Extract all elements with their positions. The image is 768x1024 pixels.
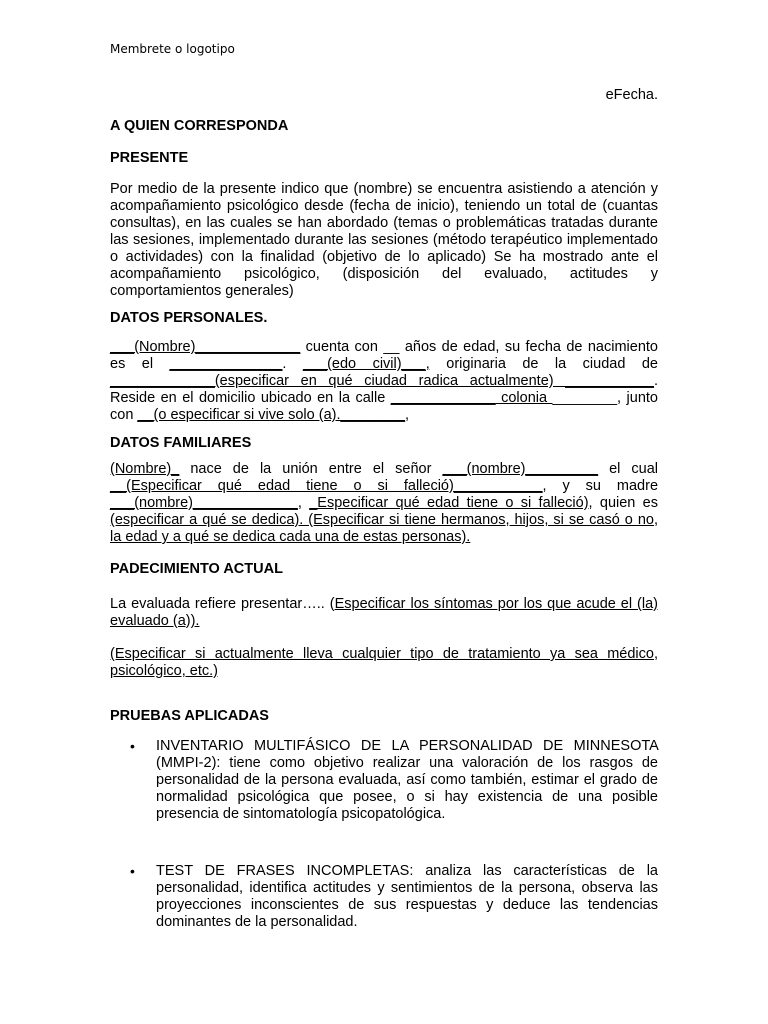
nombre-blank: ___(Nombre)_____________: [110, 339, 301, 355]
letterhead: Membrete o logotipo: [110, 42, 235, 56]
presente-heading: PRESENTE: [110, 150, 189, 166]
ciudad-blank: _____________(especificar en qué ciudad radica actualmente) ___________: [110, 373, 654, 389]
text-run: ________, junto con: [110, 390, 658, 423]
padre-nombre-blank: ___(nombre)_________: [442, 461, 599, 477]
datos-familiares-heading: DATOS FAMILIARES: [110, 435, 252, 451]
tratamiento-paragraph: (Especificar si actualmente lleva cualquier tipo de tratamiento ya sea médico, psicológico, etc.): [110, 646, 658, 679]
nombre-familiar-blank: (Nombre)_: [110, 461, 180, 477]
datos-personales-paragraph: [110, 339, 658, 424]
date: eFecha.: [605, 87, 658, 103]
text-run: nace de la unión entre el señor: [179, 461, 443, 477]
salutation: A QUIEN CORRESPONDA: [110, 118, 289, 134]
bullet-icon: •: [130, 863, 135, 879]
bullet-icon: •: [130, 738, 135, 754]
intro-paragraph: Por medio de la presente indico que (nombre) se encuentra asistiendo a atención y acompañamiento psicológico desde (fecha de inicio), teniendo un total de (cuantas consultas), en las cuales se han abordado (temas o problemáticas tratadas durante las sesiones, implementado durante las sesiones (método terapéutico implementado o actividades) con la finalidad (objetivo de lo aplicado) Se ha mostrado ante el acompañamiento psicológico, (disposición del evaluado, actitudes y comportamientos generales): [110, 181, 658, 299]
text-run: .: [282, 356, 303, 372]
list-item-title: INVENTARIO MULTIFÁSICO DE LA PERSONALIDAD DE MINNESOTA: [156, 738, 658, 754]
list-item-description: analiza las características de la personalidad, identifica actitudes y sentimientos de la persona, observa las proyecciones inconscientes de sus respuestas y deduce las tendencias dominantes de la personalidad.: [156, 863, 658, 930]
text-run: , y su madre: [542, 478, 659, 494]
edo-civil-blank: ___(edo civil)___,: [302, 356, 430, 372]
text-run: el cual: [598, 461, 659, 477]
sintomas-blank: Especificar los síntomas por los que acude el (la) evaluado (a)).: [110, 596, 659, 629]
madre-nombre-blank: ___(nombre)_____________: [110, 495, 298, 511]
datos-familiares-paragraph: [110, 461, 658, 546]
datos-personales-heading: DATOS PERSONALES.: [110, 310, 268, 326]
calle-blank: _____________: [390, 390, 496, 406]
list-item-text: [156, 738, 658, 823]
fecha-nacimiento-blank: ______________: [169, 356, 283, 372]
text-run: originaria de la ciudad de: [429, 356, 658, 372]
madre-edad-blank: _Especificar qué edad tiene o si falleció): [309, 495, 589, 511]
padecimiento-heading: PADECIMIENTO ACTUAL: [110, 561, 283, 577]
colonia-label: colonia: [495, 390, 553, 406]
text-run: cuenta con __ años de edad, su fecha de nacimiento es el: [110, 339, 658, 372]
text-run: ,: [297, 495, 310, 511]
text-run: La evaluada refiere presentar….. (: [110, 596, 335, 612]
text-run: . Reside en el domicilio ubicado en la calle: [110, 373, 658, 406]
pruebas-heading: PRUEBAS APLICADAS: [110, 708, 269, 724]
vive-blank: __(o especificar si vive solo (a).________,: [137, 407, 410, 423]
padecimiento-paragraph: [110, 596, 658, 630]
list-item-title: TEST DE FRASES INCOMPLETAS:: [156, 863, 414, 879]
text-run: , quien es: [588, 495, 658, 511]
padre-edad-blank: __(Especificar qué edad tiene o si falleció)___________: [110, 478, 543, 494]
dedica-blank: (especificar a qué se dedica). (Especificar si tiene hermanos, hijos, si se casó o no, la edad y a qué se dedica cada una de estas personas).: [110, 512, 658, 545]
list-item-description: (MMPI-2): tiene como objetivo realizar una valoración de los rasgos de personalidad de la persona evaluada, así como también, estimar el grado de normalidad psicológica que posee, o si hay existencia de una posible presencia de sintomatología psicopatológica.: [156, 755, 658, 822]
list-item-text: [156, 863, 658, 931]
